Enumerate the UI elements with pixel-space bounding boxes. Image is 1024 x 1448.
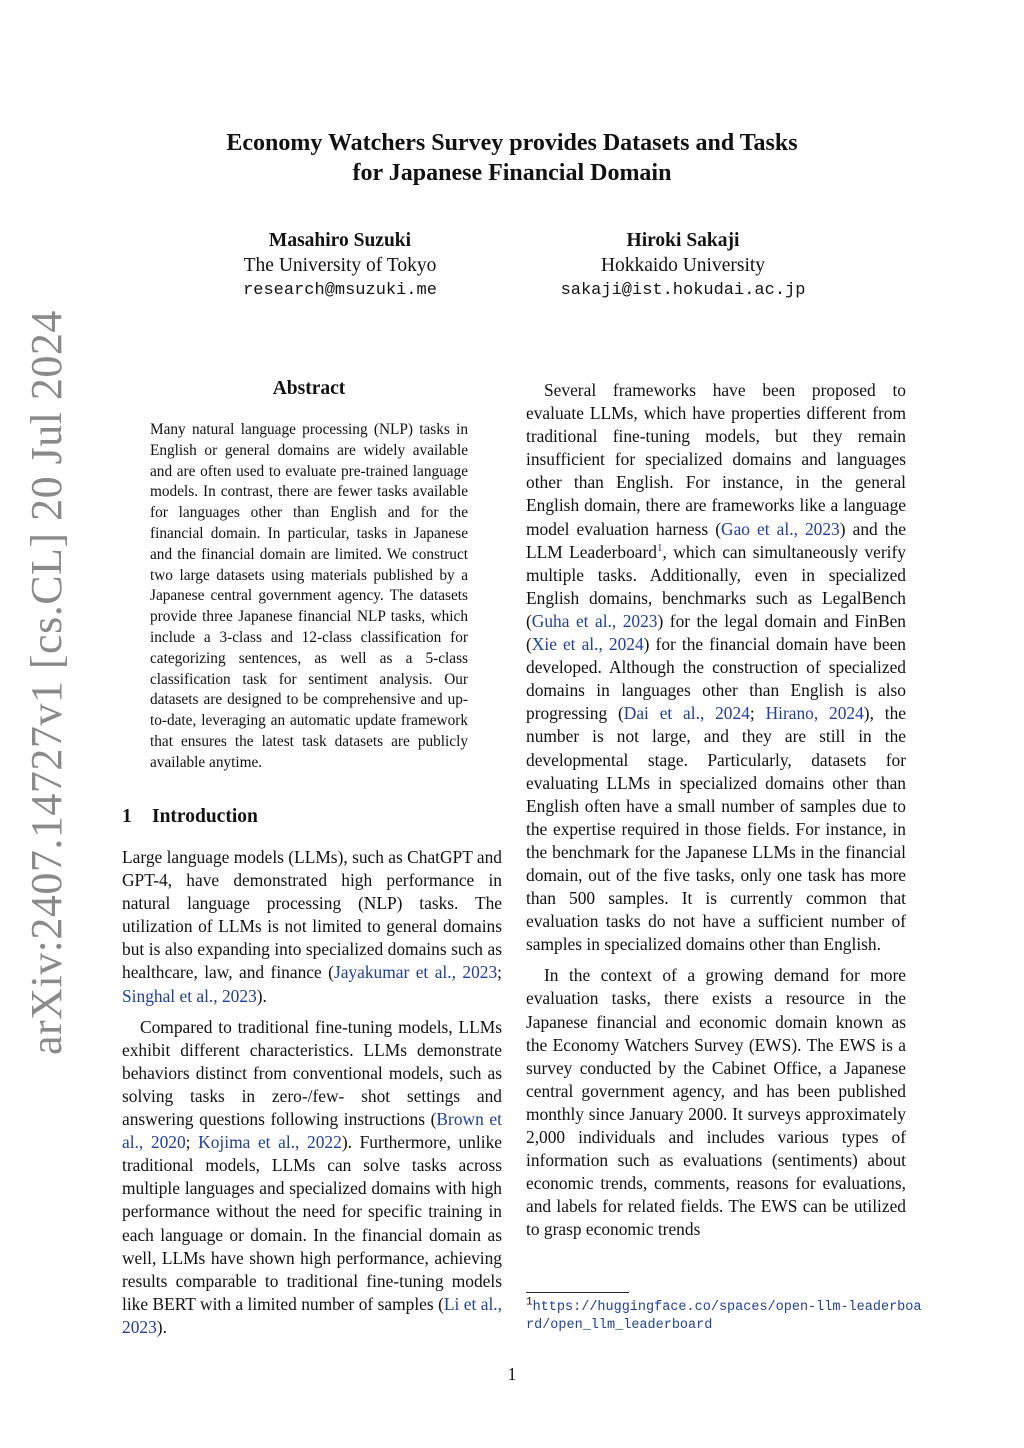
footnote <box>526 1296 926 1335</box>
footnote-url[interactable]: https://huggingface.co/spaces/open-llm-leaderboard/open_llm_leaderboard <box>526 1300 922 1333</box>
paragraph-text: ) for the financial domain have been developed. Although the construction of specialized domains in languages other than English is also progressing ( <box>526 634 906 724</box>
citation-link[interactable]: Dai et al., 2024 <box>623 703 750 724</box>
author-email[interactable]: sakaji@ist.hokudai.ac.jp <box>560 281 806 300</box>
citation-link[interactable]: Brown et al., 2020 <box>122 1109 502 1153</box>
title-line-1: Economy Watchers Survey provides Datasets and Tasks <box>226 130 798 156</box>
citation-link[interactable]: Gao et al., 2023 <box>721 518 840 539</box>
author-name: Masahiro Suzuki <box>268 230 412 251</box>
paragraph-text: ). Furthermore, unlike traditional models, LLMs can solve tasks across multiple languages and specialized domains with high performance without the need for specific training in each language or domain. In the financial domain as well, LLMs have shown high performance, achieving results comparable to traditional fine-tuning models like BERT with a limited number of samples ( <box>122 1132 502 1314</box>
author-affiliation: The University of Tokyo <box>243 255 437 276</box>
section-heading <box>122 806 258 828</box>
page-number: 1 <box>507 1364 517 1384</box>
paragraph-text: ). <box>156 1316 167 1337</box>
left-column <box>122 846 502 1339</box>
right-column <box>526 379 906 1241</box>
paper-title <box>0 128 1024 188</box>
footnote-marker[interactable]: 1 <box>657 541 663 554</box>
author-name: Hiroki Sakaji <box>626 230 740 251</box>
citation-link[interactable]: Jayakumar et al., 2023 <box>333 962 498 983</box>
author-email[interactable]: research@msuzuki.me <box>243 281 437 300</box>
citation-link[interactable]: Singhal et al., 2023 <box>122 985 257 1006</box>
paragraph <box>526 379 906 956</box>
author-block-2 <box>518 228 848 303</box>
author-block-1 <box>175 228 505 303</box>
paragraph <box>122 846 502 1008</box>
citation-link[interactable]: Guha et al., 2023 <box>531 610 658 631</box>
section-title: Introduction <box>152 806 258 827</box>
paragraph-text: Compared to traditional fine-tuning models, LLMs exhibit different characteristics. LLMs demonstrate behaviors distinct from conventional models, such as solving tasks in zero-/few- shot settings and answering questions following instructions ( <box>122 1016 502 1130</box>
paragraph <box>122 1016 502 1339</box>
paragraph: In the context of a growing demand for more evaluation tasks, there exists a resource in the Japanese financial and economic domain known as the Economy Watchers Survey (EWS). The EWS is a survey conducted by the Cabinet Office, a Japanese central government agency, and has been published monthly since January 2000. It surveys approximately 2,000 individuals and includes various types of information such as evaluations (sentiments) about economic trends, comments, reasons for evaluations, and labels for related fields. The EWS can be utilized to grasp economic trends <box>526 965 906 1240</box>
title-line-2: for Japanese Financial Domain <box>352 160 672 186</box>
abstract-text: Many natural language processing (NLP) tasks in English or general domains are widely available and are often used to evaluate pre-trained language models. In contrast, there are fewer tasks available for languages other than English and for the financial domain. In particular, tasks in Japanese and the financial domain are limited. We construct two large datasets using materials published by a Japanese central government agency. The datasets provide three Japanese financial NLP tasks, which include a 3-class and 12-class classification for categorizing sentences, as well as a 5-class classification task for sentiment analysis. Our datasets are designed to be comprehensive and up-to-date, leveraging an automatic update framework that ensures the latest task datasets are publicly available anytime. <box>150 421 468 771</box>
citation-link[interactable]: Xie et al., 2024 <box>531 634 644 655</box>
citation-link[interactable]: Li et al., 2023 <box>122 1293 502 1337</box>
citation-separator: ; <box>497 962 502 983</box>
footnote-divider <box>526 1292 629 1293</box>
paragraph-text: ) and the LLM Leaderboard <box>526 518 907 562</box>
citation-link[interactable]: Kojima et al., 2022 <box>198 1132 342 1153</box>
abstract-heading: Abstract <box>272 378 346 399</box>
paragraph-text: ). <box>256 985 267 1006</box>
paragraph-text: ), the number is not large, and they are still in the developmental stage. Particularly, datasets for evaluating LLMs in specialized domains other than English often have a small number of samples due to the expertise required in those fields. For instance, in the benchmark for the Japanese LLMs in the financial domain, out of the five tasks, only one task has more than 500 samples. It is currently common that evaluation tasks do not have a sufficient number of samples in specialized domains other than English. <box>526 703 906 955</box>
footnote-number: 1 <box>526 1296 533 1309</box>
paragraph-text: , which can simultaneously verify multiple tasks. Additionally, even in specialized English domains, benchmarks such as LegalBench ( <box>526 541 906 631</box>
paragraph-text: Large language models (LLMs), such as ChatGPT and GPT-4, have demonstrated high performance in natural language processing (NLP) tasks. The utilization of LLMs is not limited to general domains but is also expanding into specialized domains such as healthcare, law, and finance ( <box>122 847 502 983</box>
paragraph-text: ) for the legal domain and FinBen ( <box>526 610 906 655</box>
citation-link[interactable]: Hirano, 2024 <box>765 703 864 724</box>
arxiv-stamp: arXiv:2407.14727v1 [cs.CL] 20 Jul 2024 <box>22 310 71 1055</box>
citation-separator: ; <box>749 703 766 724</box>
author-affiliation: Hokkaido University <box>600 255 766 276</box>
section-number: 1 <box>122 806 132 827</box>
citation-separator: ; <box>185 1132 199 1153</box>
paragraph-text: Several frameworks have been proposed to evaluate LLMs, which have properties different from traditional fine-tuning models, but they remain insufficient for specialized domains and languages other than English. For instance, in the general English domain, there are frameworks like a language model evaluation harness ( <box>526 380 906 539</box>
